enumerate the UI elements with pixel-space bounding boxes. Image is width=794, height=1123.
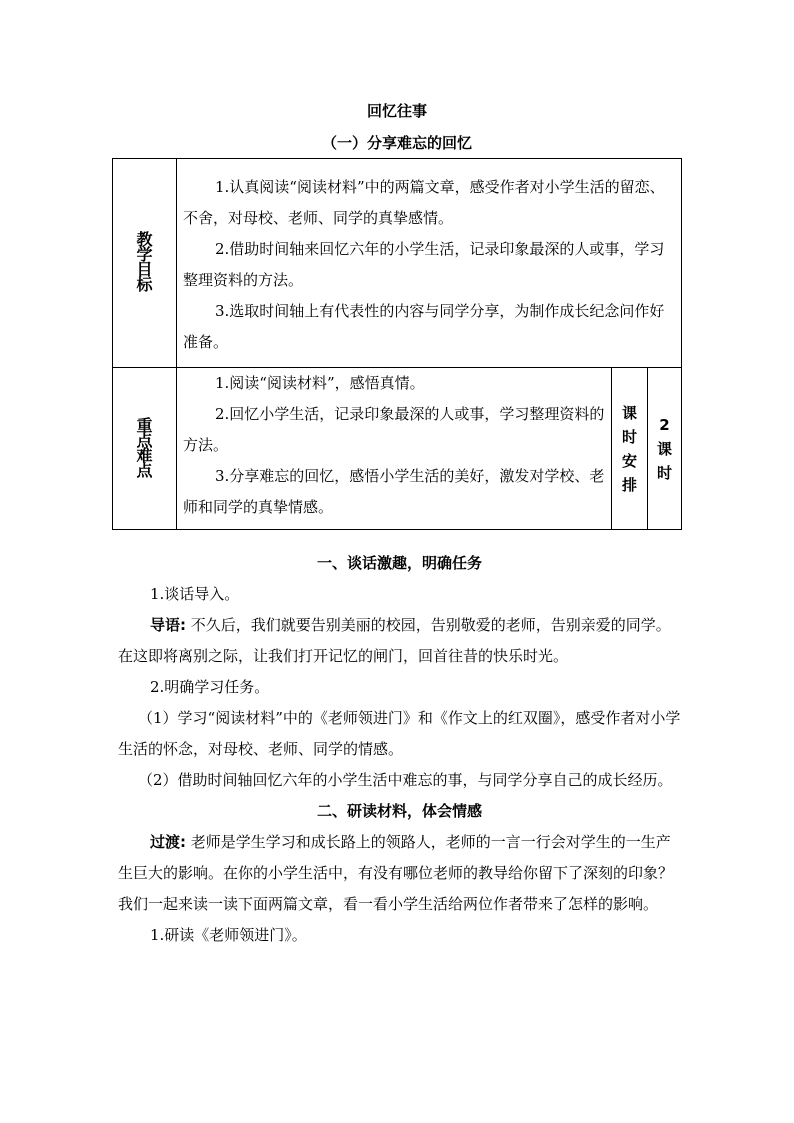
key-content-cell <box>177 368 612 530</box>
key-label: 重点难点 <box>136 415 153 480</box>
section1-item1: 1.谈话导入。 <box>150 585 240 603</box>
goal-item: 1.认真阅读“阅读材料”中的两篇文章，感受作者对小学生活的留恋、不舍，对母校、老师、同学的真挚感情。 <box>183 178 665 227</box>
key-points-row <box>113 368 682 530</box>
lead-text: 不久后，我们就要告别美丽的校园，告别敬爱的老师，告别亲爱的同学。在这即将离别之际，让我们打开记忆的闸门，回首往昔的快乐时光。 <box>118 616 671 665</box>
body-section-1 <box>118 548 681 951</box>
key-point-item: 3.分享难忘的回忆，感悟小学生活的美好，激发对学校、老师和同学的真挚情感。 <box>183 467 605 516</box>
section2-transition-paragraph <box>118 827 681 920</box>
section2-item1: 1.研读《老师领进门》。 <box>150 926 307 944</box>
goals-content-cell <box>177 159 682 368</box>
goals-row <box>113 159 682 368</box>
lesson-plan-table <box>112 158 682 530</box>
schedule-value: 2课时 <box>657 415 673 482</box>
section-heading-1: 一、谈话激趣，明确任务 <box>316 554 482 572</box>
document-subtitle: （一）分享难忘的回忆 <box>321 134 472 152</box>
transition-label: 过渡: <box>150 833 186 851</box>
key-point-item: 1.阅读“阅读材料”，感悟真情。 <box>215 374 425 392</box>
document-title: 回忆往事 <box>366 102 427 120</box>
key-point-item: 2.回忆小学生活，记录印象最深的人或事，学习整理资料的方法。 <box>183 405 605 454</box>
schedule-label: 课时安排 <box>621 403 637 494</box>
lead-label: 导语: <box>150 616 186 634</box>
goal-item: 3.选取时间轴上有代表性的内容与同学分享，为制作成长纪念问作好准备。 <box>183 302 665 351</box>
transition-text: 老师是学生学习和成长路上的领路人，老师的一言一行会对学生的一生产生巨大的影响。在你的小学生活中，有没有哪位老师的教导给你留下了深刻的印象？我们一起来读一读下面两篇文章，看一看小学生活给两位作者带来了怎样的影响。 <box>118 833 674 913</box>
goal-item: 2.借助时间轴来回忆六年的小学生活，记录印象最深的人或事，学习整理资料的方法。 <box>183 240 665 289</box>
schedule-value-cell <box>648 368 682 530</box>
section1-lead-paragraph <box>118 610 681 672</box>
section-heading-2: 二、研读材料，体会情感 <box>316 802 482 820</box>
goals-label: 教学目标 <box>136 230 153 294</box>
section1-item2: 2.明确学习任务。 <box>150 678 270 696</box>
schedule-label-cell <box>612 368 648 530</box>
key-label-cell <box>113 368 177 530</box>
section1-task2: （2）借助时间轴回忆六年的小学生活中难忘的事，与同学分享自己的成长经历。 <box>138 771 673 789</box>
goals-label-cell <box>113 159 177 368</box>
section1-task1: （1）学习“阅读材料”中的《老师领进门》和《作文上的红双圈》，感受作者对小学生活的怀念，对母校、老师、同学的情感。 <box>118 709 681 758</box>
